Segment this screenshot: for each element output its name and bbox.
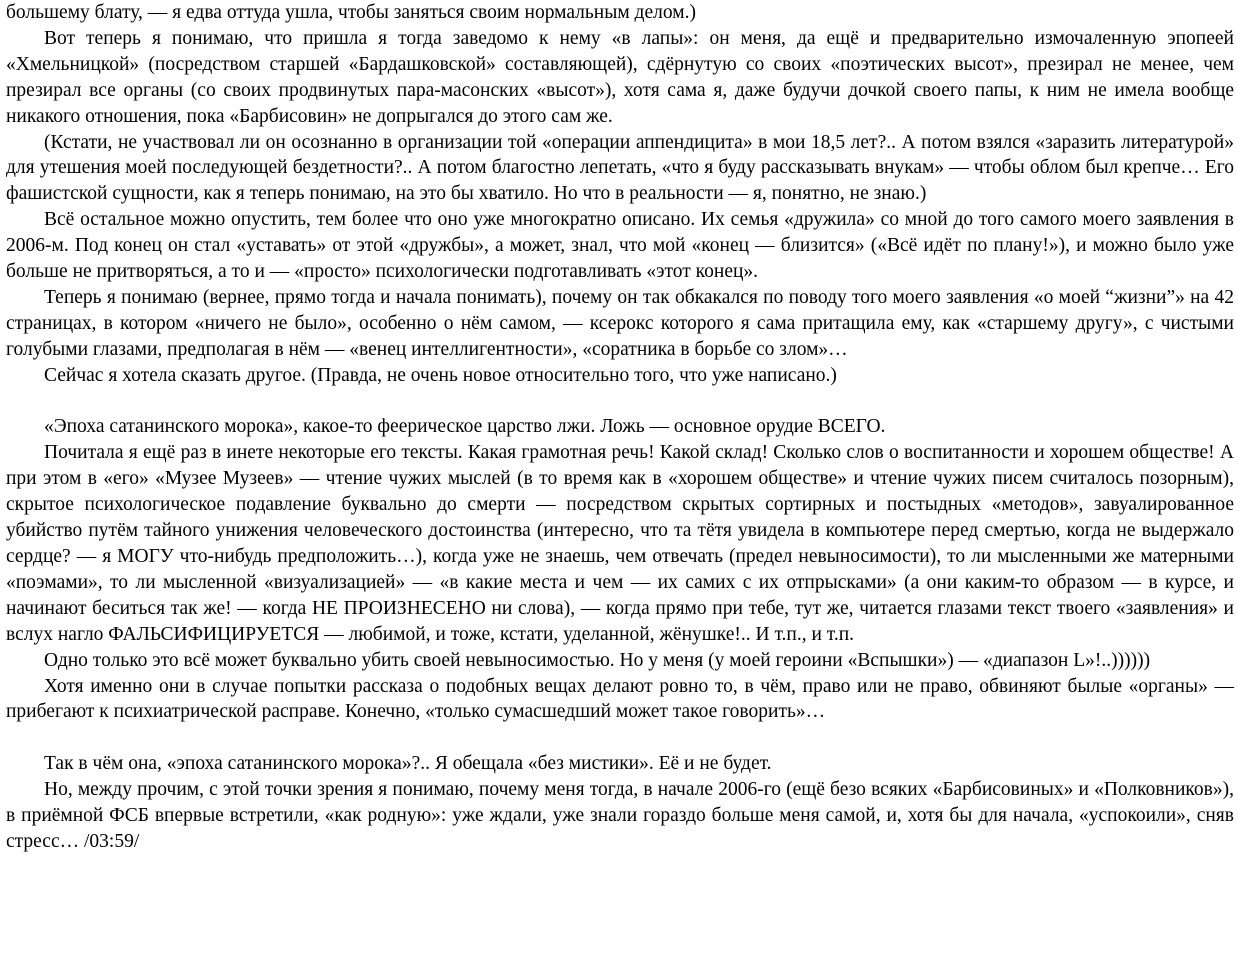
paragraph-6: Сейчас я хотела сказать другое. (Правда, не очень новое относительно того, что уже написано.) (44, 364, 837, 386)
paragraph-10: Хотя именно они в случае попытки рассказа о подобных вещах делают ровно то, в чём, право или не право, обвиняют былые «органы» — прибегают к психиатрической расправе. Конечно, «только сумасшедший может такое говорить»… (6, 675, 1234, 723)
paragraph-3: (Кстати, не участвовал ли он осознанно в организации той «операции аппендицита» в мои 18,5 лет?.. А потом взялся «заразить литературой» для утешения моей последующей бездетности?.. А потом благостно лепетать, «что я буду рассказывать внукам» — чтобы облом был крепче… Его фашистской сущности, как я теперь понимаю, на это бы хватило. Но что в реальности — я, понятно, не знаю.) (6, 131, 1234, 205)
paragraph-11: Так в чём она, «эпоха сатанинского морока»?.. Я обещала «без мистики». Её и не будет. (44, 753, 772, 775)
paragraph-7: «Эпоха сатанинского морока», какое-то феерическое царство лжи. Ложь — основное орудие ВСЕГО. (44, 416, 886, 438)
paragraph-12: Но, между прочим, с этой точки зрения я понимаю, почему меня тогда, в начале 2006-го (ещё безо всяких «Барбисовиных» и «Полковников»), в приёмной ФСБ впервые встретили, «как родную»: уже ждали, уже знали гораздо больше меня самой, и, хотя бы для начала, «успокоили», сняв стресс… /03:59/ (6, 779, 1234, 852)
paragraph-8: Почитала я ещё раз в инете некоторые его тексты. Какая грамотная речь! Какой склад! Сколько слов о воспитанности и хорошем обществе! А при этом в «его» «Музее Музеев» — чтение чужих мыслей (в то время как в «хорошем обществе» и чтение чужих писем считалось позорным), скрытое психологическое подавление буквально до смерти — посредством скрытых сортирных и постыдных «методов», завуалированное убийство путём тайного унижения человеческого достоинства (интересно, что та тётя увидела в компьютере перед смертью, когда не выдержало сердце? — я МОГУ что-нибудь предположить…), когда уже не знаешь, чем отвечать (предел невыносимости), то ли мысленными же матерными «поэмами», то ли мысленной «визуализацией» — «в какие места и чем — их самих с их отпрысками» (а они каким-то образом — в курсе, и начинают беситься так же! — когда НЕ ПРОИЗНЕСЕНО ни слова), — когда прямо при тебе, тут же, читается глазами текст твоего «заявления» и вслух нагло ФАЛЬСИФИЦИРУЕТСЯ — любимой, и тоже, кстати, уделанной, жёнушке!.. И т.п., и т.п. (6, 442, 1234, 645)
paragraph-4: Всё остальное можно опустить, тем более что оно уже многократно описано. Их семья «дружила» со мной до того самого моего заявления в 2006-м. Под конец он стал «уставать» от этой «дружбы», а может, знал, что мой «конец — близится» («Всё идёт по плану!»), и можно было уже больше не притворяться, а то и — «просто» психологически подготавливать «этот конец». (6, 209, 1234, 283)
paragraph-5: Теперь я понимаю (вернее, прямо тогда и начала понимать), почему он так обкакался по поводу того моего заявления «о моей “жизни”» на 42 страницах, в котором «ничего не было», особенно о нём самом, — ксерокс которого я сама притащила ему, как «старшему другу», с чистыми голубыми глазами, предполагая в нём — «венец интеллигентности», «соратника в борьбе со злом»… (6, 286, 1234, 360)
paragraph-9: Одно только это всё может буквально убить своей невыносимостью. Но у меня (у моей героини «Вспышки») — «диапазон L»!..)))))) (44, 649, 1151, 671)
blank-line (6, 389, 1234, 415)
blank-line (6, 725, 1234, 751)
paragraph-1: большему блату, — я едва оттуда ушла, чтобы заняться своим нормальным делом.) (6, 2, 696, 23)
paragraph-2: Вот теперь я понимаю, что пришла я тогда заведомо к нему «в лапы»: он меня, да ещё и предварительно измочаленную эпопеей «Хмельницкой» (посредством старшей «Бардашковской» составляющей), сдёрнутую со своих «поэтических высот», презирал не менее, чем презирал все органы (со своих продвинутых пара-масонских «высот»), хотя сама я, даже будучи дочкой своего папы, к ним не имела вообще никакого отношения, пока «Барбисовин» не допрыгался до этого сам же. (6, 27, 1234, 127)
